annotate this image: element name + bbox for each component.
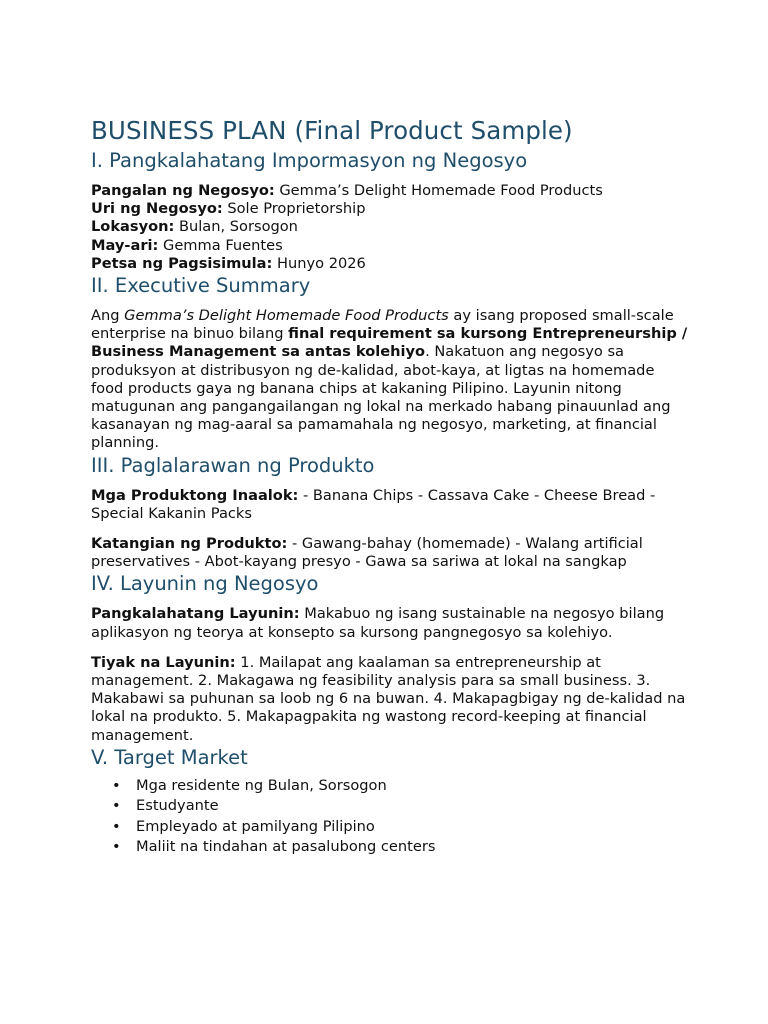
info-line-business-name bbox=[91, 182, 691, 200]
info-label: May-ari: bbox=[91, 236, 159, 254]
specific-objectives-label: Tiyak na Layunin: bbox=[91, 653, 236, 671]
summary-text: ay isang proposed small-scale enterprise na binuo bilang bbox=[91, 307, 674, 343]
section-heading-business-objectives: IV. Layunin ng Negosyo bbox=[91, 572, 319, 596]
info-value: Hunyo 2026 bbox=[272, 254, 366, 272]
general-objective-text: Makabuo ng isang sustainable na negosyo bilang aplikasyon ng teorya at konsepto sa kursong pangnegosyo sa kolehiyo. bbox=[91, 605, 665, 641]
document-page bbox=[91, 114, 691, 858]
section-heading-product-description: III. Paglalarawan ng Produkto bbox=[91, 453, 375, 477]
list-item-text: Mga residente ng Bulan, Sorsogon bbox=[136, 776, 387, 794]
list-item bbox=[91, 776, 691, 796]
features-label: Katangian ng Produkto: bbox=[91, 535, 288, 553]
executive-summary-paragraph bbox=[91, 307, 691, 453]
info-line-business-type bbox=[91, 200, 691, 218]
section-heading-general-info: I. Pangkalahatang Impormasyon ng Negosyo bbox=[91, 149, 528, 172]
info-line-start-date bbox=[91, 255, 691, 273]
info-label: Uri ng Negosyo: bbox=[91, 200, 223, 218]
info-value: Gemma Fuentes bbox=[158, 236, 283, 254]
bullet-icon: • bbox=[112, 838, 121, 856]
summary-emphasis: final requirement sa kursong Entrepreneurship / Business Management sa antas kolehiyo bbox=[91, 325, 688, 361]
products-label: Mga Produktong Inaalok: bbox=[91, 486, 299, 504]
list-item-text: Estudyante bbox=[136, 797, 219, 815]
section-heading-target-market: V. Target Market bbox=[91, 745, 248, 769]
general-objective-label: Pangkalahatang Layunin: bbox=[91, 605, 300, 623]
target-market-list bbox=[91, 776, 691, 858]
products-text: - Banana Chips - Cassava Cake - Cheese Bread - Special Kakanin Packs bbox=[91, 486, 656, 522]
specific-objectives-paragraph bbox=[91, 654, 691, 745]
summary-text: . Nakatuon ang negosyo sa produksyon at distribusyon ng de-kalidad, abot-kaya, at ligtas na homemade food products gaya ng banana chips at kakaning Pilipino. Layunin nitong matugunan ang pangangailangan ng lokal na merkado habang pinauunlad ang kasanayan ng mag-aaral sa pamamahala ng negosyo, marketing, at financial planning. bbox=[91, 343, 671, 452]
info-value: Gemma’s Delight Homemade Food Products bbox=[274, 182, 603, 199]
summary-business-name: Gemma’s Delight Homemade Food Products bbox=[124, 307, 449, 325]
list-item bbox=[91, 837, 691, 857]
bullet-icon: • bbox=[112, 817, 121, 835]
products-offered-paragraph bbox=[91, 487, 691, 523]
info-label: Petsa ng Pagsisimula: bbox=[91, 254, 273, 272]
document-title: BUSINESS PLAN (Final Product Sample) bbox=[91, 116, 573, 145]
product-features-paragraph bbox=[91, 535, 691, 571]
features-text: - Gawang-bahay (homemade) - Walang artificial preservatives - Abot-kayang presyo - Gawa sa sariwa at lokal na sangkap bbox=[91, 535, 643, 571]
list-item bbox=[91, 817, 691, 837]
list-item bbox=[91, 796, 691, 816]
info-value: Sole Proprietorship bbox=[222, 200, 366, 218]
specific-objectives-text: 1. Mailapat ang kaalaman sa entrepreneurship at management. 2. Makagawa ng feasibility analysis para sa small business. 3. Makabawi sa puhunan sa loob ng 6 na buwan. 4. Makapagbigay ng de-kalidad na lokal na produkto. 5. Makapagpakita ng wastong record-keeping at financial management. bbox=[91, 653, 686, 744]
list-item-text: Maliit na tindahan at pasalubong centers bbox=[136, 838, 436, 856]
info-value: Bulan, Sorsogon bbox=[174, 218, 298, 236]
section-heading-executive-summary: II. Executive Summary bbox=[91, 274, 311, 298]
summary-text: Ang bbox=[91, 307, 125, 325]
list-item-text: Empleyado at pamilyang Pilipino bbox=[136, 817, 375, 835]
info-line-owner bbox=[91, 237, 691, 255]
business-info-block bbox=[91, 182, 691, 273]
info-label: Lokasyon: bbox=[91, 218, 175, 236]
bullet-icon: • bbox=[112, 776, 121, 794]
info-label: Pangalan ng Negosyo: bbox=[91, 182, 275, 199]
info-line-location bbox=[91, 218, 691, 236]
bullet-icon: • bbox=[112, 797, 121, 815]
general-objective-paragraph bbox=[91, 605, 691, 641]
